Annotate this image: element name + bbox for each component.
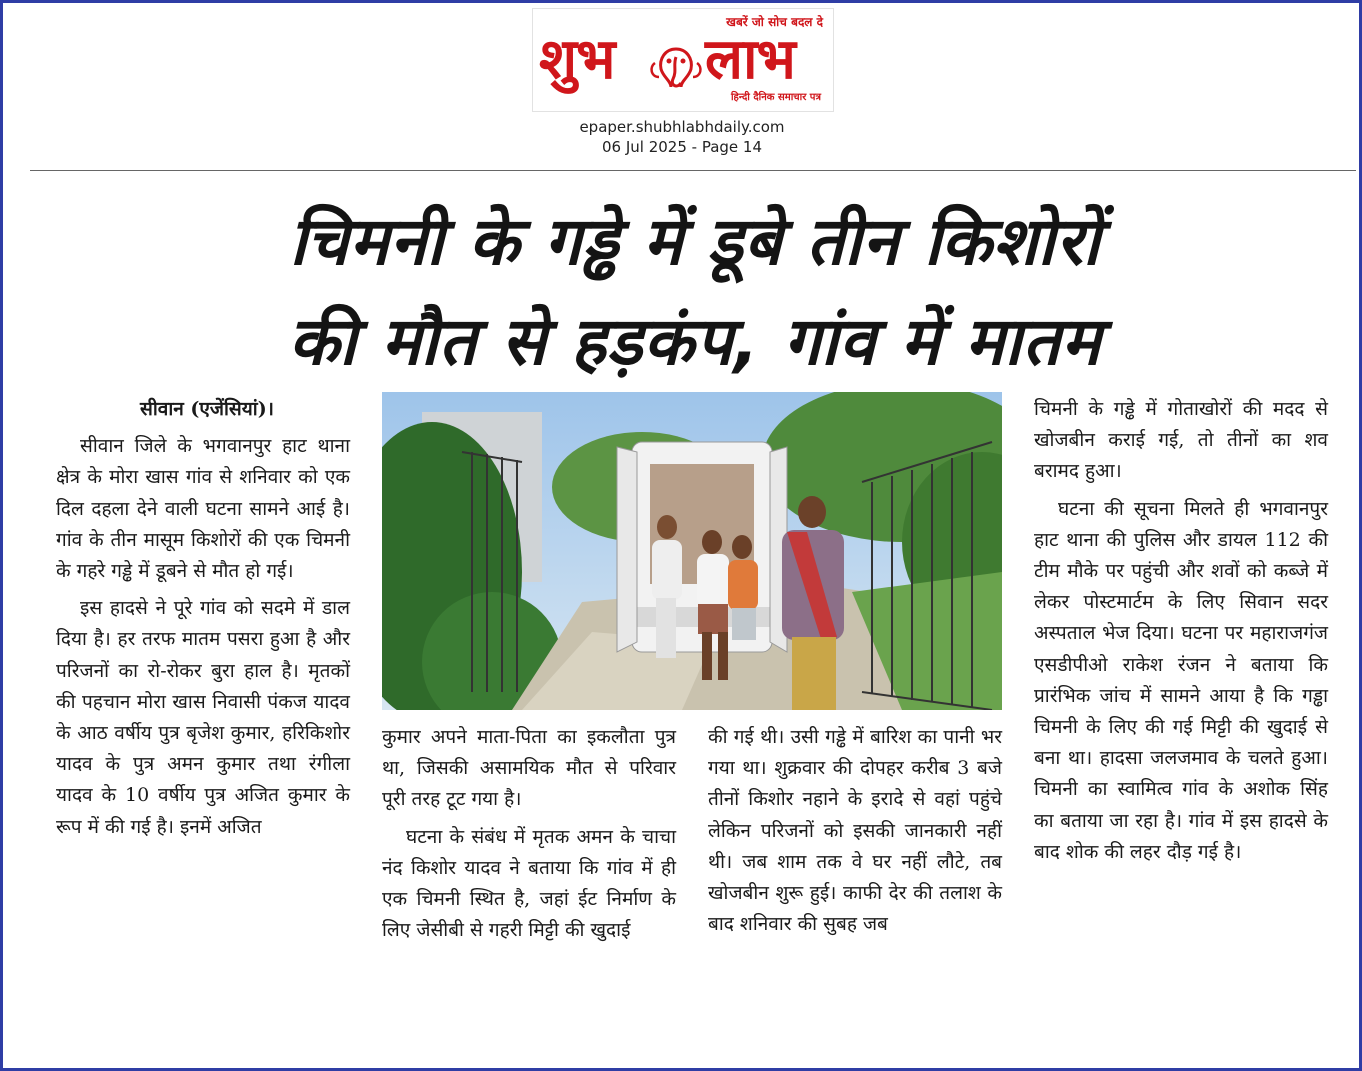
paragraph: इस हादसे ने पूरे गांव को सदमे में डाल दिया है। हर तरफ मातम पसरा हुआ है और परिजनों का रो-रोकर बुरा हाल है। मृतकों की पहचान मोरा खास निवासी पंकज यादव के आठ वर्षीय पुत्र बृजेश कुमार, हरिकिशोर यादव के पुत्र अमन कुमार तथा रंगीला यादव के 10 वर्षीय पुत्र अजित कुमार के रूप में की गई है। इनमें अजित <box>56 597 350 838</box>
date-page: 06 Jul 2025 - Page 14 <box>601 138 762 156</box>
paragraph: कुमार अपने माता-पिता का इकलौता पुत्र था, जिसकी असामयिक मौत से परिवार पूरी तरह टूट गया है। <box>382 726 676 811</box>
headline-line-2: की मौत से हड़कंप, गांव में मातम <box>288 303 1102 380</box>
article-headline <box>40 192 1350 392</box>
masthead-subtitle: हिन्दी दैनिक समाचार पत्र <box>730 92 821 103</box>
paragraph: घटना के संबंध में मृतक अमन के चाचा नंद किशोर यादव ने बताया कि गांव में ही एक चिमनी स्थित है, जहां ईट निर्माण के लिए जेसीबी से गहरी मिट्टी की खुदाई <box>382 825 676 942</box>
article-column-3 <box>708 722 1002 946</box>
logo-word-shubh: शुभ <box>539 27 615 92</box>
article-column-1 <box>56 394 350 849</box>
paragraph: घटना की सूचना मिलते ही भगवानपुर हाट थाना की पुलिस और डायल 112 की टीम मौके पर पहुंची और शवों को कब्जे में लेकर पोस्टमार्टम के लिए सिवान सदर अस्पताल भेज दिया। घटना पर महाराजगंज एसडीपीओ राकेश रंजन ने बताया कि प्रारंभिक जांच में सामने आया है कि गड्ढा चिमनी के लिए की गई मिट्टी की खुदाई से बना था। हादसा जलजमाव के चलते हुआ। चिमनी का स्वामित्व गांव के अशोक सिंह का बताया जा रहा है। गांव में इस हादसे के बाद शोक की लहर दौड़ गई है। <box>1034 497 1328 863</box>
header-divider <box>30 170 1356 171</box>
headline-line-1: चिमनी के गड्ढे में डूबे तीन किशोरों <box>289 203 1101 280</box>
dateline: सीवान (एजेंसियां)। <box>140 398 274 420</box>
ganesha-icon <box>647 43 705 91</box>
news-photo <box>382 392 1002 710</box>
photo-scene <box>382 392 1002 710</box>
article-column-4 <box>1034 394 1328 874</box>
article-column-2 <box>382 722 676 952</box>
paragraph: की गई थी। उसी गड्ढे में बारिश का पानी भर गया था। शुक्रवार की दोपहर करीब 3 बजे तीनों किशोर नहाने के इरादे से वहां पहुंचे लेकिन परिजनों को इसकी जानकारी नहीं थी। जब शाम तक वे घर नहीं लौटे, तब खोजबीन शुरू हुई। काफी देर की तलाश के बाद शनिवार की सुबह जब <box>708 726 1002 936</box>
logo-word-labh: लाभ <box>705 27 795 92</box>
site-url: epaper.shubhlabhdaily.com <box>579 118 785 136</box>
masthead-tagline: खबरें जो सोच बदल दे <box>726 15 823 29</box>
paragraph: चिमनी के गड्ढे में गोताखोरों की मदद से खोजबीन कराई गई, तो तीनों का शव बरामद हुआ। <box>1034 398 1328 483</box>
paragraph: सीवान जिले के भगवानपुर हाट थाना क्षेत्र के मोरा खास गांव से शनिवार को एक दिल दहला देने वाली घटना सामने आई है। गांव के तीन मासूम किशोरों की एक चिमनी के गहरे गड्ढे में डूबने से मौत हो गई। <box>56 435 350 583</box>
masthead-logo <box>532 8 834 112</box>
